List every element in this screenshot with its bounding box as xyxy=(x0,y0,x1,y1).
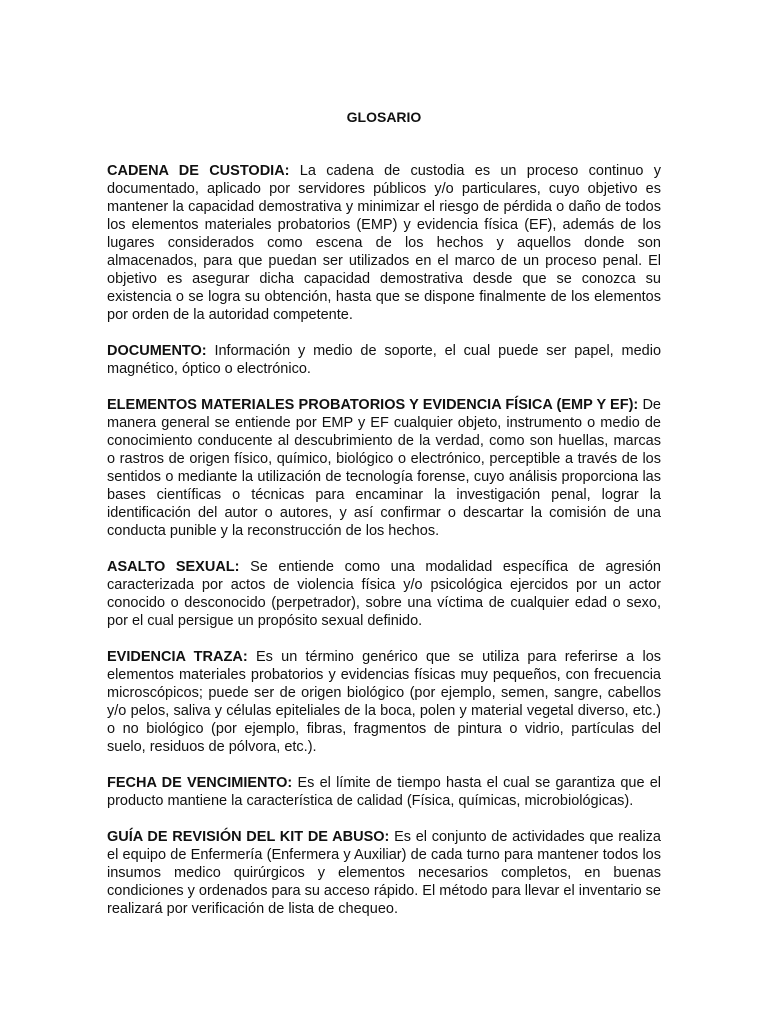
glossary-entry-documento xyxy=(107,342,661,378)
entry-term: FECHA DE VENCIMIENTO: xyxy=(107,775,293,791)
entry-definition: La cadena de custodia es un proceso continuo y documentado, aplicado por servidores públicos y/o particulares, cuyo objetivo es mantener la capacidad demostrativa y minimizar el riesgo de pérdida o daño de todos los elementos materiales probatorios (EMP) y evidencia física (EF), además de los lugares considerados como escena de los hechos y aquellos donde son almacenados, para que puedan ser utilizados en el marco de un proceso penal. El objetivo es asegurar dicha capacidad demostrativa desde que se conozca su existencia o se logra su obtención, hasta que se dispone finalmente de los elementos por orden de la autoridad competente. xyxy=(107,163,662,323)
entry-term: ELEMENTOS MATERIALES PROBATORIOS Y EVIDENCIA FÍSICA (EMP Y EF): xyxy=(107,397,639,413)
entry-definition: Información y medio de soporte, el cual puede ser papel, medio magnético, óptico o electrónico. xyxy=(107,343,662,377)
entry-definition: Es el conjunto de actividades que realiza el equipo de Enfermería (Enfermera y Auxiliar) de cada turno para mantener todos los insumos medico quirúrgicos y elementos necesarios completos, en buenas condiciones y ordenados para su acceso rápido. El método para llevar el inventario se realizará por verificación de lista de chequeo. xyxy=(107,829,661,917)
glossary-entry-cadena-de-custodia xyxy=(107,162,661,324)
entry-term: DOCUMENTO: xyxy=(107,343,207,359)
glossary-entry-emp-y-ef xyxy=(107,396,661,540)
document-title: GLOSARIO xyxy=(346,109,422,125)
entry-term: GUÍA DE REVISIÓN DEL KIT DE ABUSO: xyxy=(107,829,390,845)
document-page xyxy=(107,108,661,936)
glossary-entry-fecha-de-vencimiento xyxy=(107,774,661,810)
entry-definition: Es el límite de tiempo hasta el cual se garantiza que el producto mantiene la característica de calidad (Física, químicas, microbiológicas). xyxy=(107,775,662,809)
entry-term: EVIDENCIA TRAZA: xyxy=(107,649,248,665)
entry-definition: De manera general se entiende por EMP y EF cualquier objeto, instrumento o medio de conocimiento conducente al descubrimiento de la verdad, como son huellas, marcas o rastros de origen físico, químico, biológico o electrónico, perceptible a través de los sentidos o mediante la utilización de tecnología forense, cuyo análisis proporciona las bases científicas o técnicas para encaminar la investigación penal, lograr la identificación del autor o autores, y así confirmar o descartar la comisión de una conducta punible y la reconstrucción de los hechos. xyxy=(107,397,661,539)
entry-definition: Se entiende como una modalidad específica de agresión caracterizada por actos de violencia física y/o psicológica ejercidos por un actor conocido o desconocido (perpetrador), sobre una víctima de cualquier edad o sexo, por el cual persigue un propósito sexual definido. xyxy=(107,559,661,629)
entry-term: CADENA DE CUSTODIA: xyxy=(107,163,290,179)
entry-definition: Es un término genérico que se utiliza para referirse a los elementos materiales probatorios y evidencias físicas muy pequeños, con frecuencia microscópicos; puede ser de origen biológico (por ejemplo, semen, sangre, cabellos y/o pelos, saliva y células epiteliales de la boca, polen y material vegetal diverso, etc.) o no biológico (por ejemplo, fibras, fragmentos de pintura o vidrio, partículas del suelo, residuos de pólvora, etc.). xyxy=(107,649,662,755)
glossary-entry-asalto-sexual xyxy=(107,558,661,630)
glossary-entry-guia-de-revision xyxy=(107,828,661,918)
glossary-entry-evidencia-traza xyxy=(107,648,661,756)
entry-term: ASALTO SEXUAL: xyxy=(107,559,240,575)
